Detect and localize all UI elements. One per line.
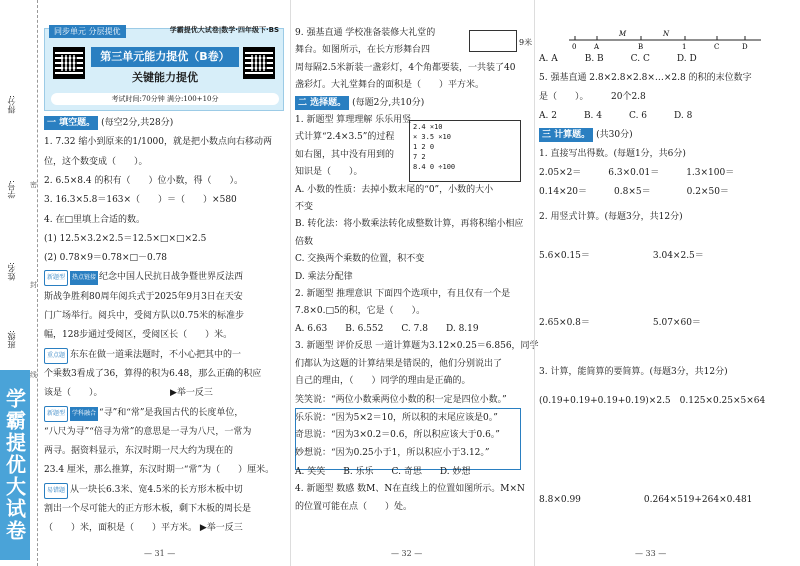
question-line xyxy=(295,270,353,284)
question-line xyxy=(539,316,701,330)
question-line xyxy=(539,493,752,507)
page-number: — 31 — xyxy=(144,549,176,558)
question-line xyxy=(295,183,493,197)
question-text: 8.8×0.99 0.264×519+264×0.481 xyxy=(539,495,753,505)
number-line-point-label: M xyxy=(619,30,627,38)
question-line xyxy=(295,113,411,127)
question-tag: 新题型 xyxy=(44,406,68,422)
class-field: 班级: xyxy=(7,330,16,349)
question-text: 5. 强基直通 2.8×2.8×2.8×…×2.8 的积的末位数字 xyxy=(539,73,752,83)
question-text: （ ）米，面积是（ ）平方米。 ▶举一反三 xyxy=(44,523,243,534)
question-line xyxy=(539,52,697,66)
question-line xyxy=(539,365,728,379)
question-text: 4. 新题型 数感 数M、N在直线上的位置如图所示。M×N xyxy=(295,484,525,495)
question-line xyxy=(295,322,479,336)
question-text: 舞台。如图所示，在长方形舞台四 xyxy=(295,45,431,56)
question-tag: 热点链接 xyxy=(70,271,98,285)
question-line xyxy=(295,357,502,371)
question-text: C. 交换两个乘数的位置，积不变 xyxy=(295,254,425,265)
question-line xyxy=(539,249,704,263)
question-line xyxy=(295,26,435,40)
question-line xyxy=(44,502,251,516)
question-line xyxy=(44,463,274,477)
question-text: 门广场举行。阅兵中，受阅方队以0.75米的标准步 xyxy=(44,311,245,321)
question-line xyxy=(44,155,148,169)
question-text: 7.8×0.□5的积，它是（ ）。 xyxy=(295,306,426,317)
question-line xyxy=(44,116,173,130)
exam-header xyxy=(44,28,284,111)
question-text: 倍数 xyxy=(295,236,314,247)
question-line xyxy=(295,165,363,179)
page-33 xyxy=(534,0,796,566)
exam-info: 考试时间:70分钟 满分:100+10分 xyxy=(51,93,279,105)
question-text: 东东在做一道乘法题时，不小心把其中的一 xyxy=(70,349,242,360)
page-number: — 33 — xyxy=(635,549,667,558)
question-line xyxy=(539,394,765,408)
question-line xyxy=(44,386,213,400)
stage-height-label: 9米 xyxy=(519,38,533,47)
question-text: 式计算“2.4×3.5”的过程 xyxy=(295,132,395,143)
page-number: — 32 — xyxy=(391,549,423,558)
question-text: (2) 0.78×9＝0.78×□－0.78 xyxy=(44,253,168,264)
question-line xyxy=(44,444,233,458)
number-line-label: A xyxy=(594,43,600,50)
question-text: 该是（ ）。 ▶举一反三 xyxy=(44,388,213,399)
question-line xyxy=(44,232,206,246)
question-text: (每题2分,共10分) xyxy=(352,97,425,108)
question-line xyxy=(295,235,313,249)
question-text: 个乘数3看成了36，算得的积为6.48，那么正确的积应 xyxy=(44,368,262,379)
section-heading: 三 计算题。 xyxy=(539,128,593,142)
question-text: 3. 计算，能简算的要简算。(每题3分，共12分) xyxy=(539,367,728,377)
question-line xyxy=(295,339,539,353)
number-line-label: 0 xyxy=(572,43,577,50)
section-heading: 一 填空题。 xyxy=(44,116,98,130)
question-line xyxy=(44,367,261,381)
question-line xyxy=(295,96,424,110)
question-line xyxy=(295,428,500,442)
question-line xyxy=(44,290,243,304)
question-text: A. 小数的性质：去掉小数末尾的“0”，小数的大小 xyxy=(295,184,494,195)
question-line xyxy=(295,130,394,144)
question-text: 周每隔2.5米新装一盏彩灯，4个角都要装，一共装了40 xyxy=(295,62,516,73)
question-line xyxy=(295,374,471,388)
brand-banner: 学霸提优大试卷 xyxy=(0,370,30,560)
question-text: (1) 12.5×3.2×2.5＝12.5×□×□×2.5 xyxy=(44,233,207,244)
question-text: 两寻。据资料显示，东汉时期一尺大约为现在的 xyxy=(44,446,234,457)
question-line xyxy=(295,446,490,460)
question-line xyxy=(295,217,523,231)
number-line-label: D xyxy=(742,43,748,50)
page-31 xyxy=(44,0,284,566)
question-line xyxy=(44,135,272,149)
question-line xyxy=(44,483,243,499)
question-text: 割出一个尽可能大的正方形木板，剩下木板的周长是 xyxy=(44,504,252,514)
question-text: 位，这个数变成（ ）。 xyxy=(44,156,148,167)
question-text: 2. 6.5×8.4 的积有（ ）位小数，得（ ）。 xyxy=(44,175,243,186)
question-line xyxy=(539,128,633,142)
unit-tag: 同步单元 分层提优 xyxy=(49,25,126,38)
question-line xyxy=(539,90,646,104)
question-text: A. A B. B C. C D. D xyxy=(539,54,697,64)
question-line xyxy=(295,465,470,479)
calc-row: 1 2 0 xyxy=(413,143,435,151)
question-line xyxy=(44,348,241,364)
question-text: (每空2分,共28分) xyxy=(101,118,174,128)
question-line xyxy=(44,270,243,286)
calc-row: 8.4 0 ÷100 xyxy=(413,163,456,171)
question-text: 2.05×2＝ 6.3×0.01＝ 1.3×100＝ xyxy=(539,168,735,178)
question-text: 2. 用竖式计算。(每题3分，共12分) xyxy=(539,212,683,222)
question-text: 9. 强基直通 学校准备装修大礼堂的 xyxy=(295,28,436,38)
page-32 xyxy=(290,0,539,566)
question-text: 2.65×0.8＝ 5.07×60＝ xyxy=(539,318,701,328)
question-text: 如右图，其中没有用到的 xyxy=(295,149,395,160)
question-text: 0.14×20＝ 0.8×5＝ 0.2×50＝ xyxy=(539,187,729,197)
qr-code-icon[interactable] xyxy=(243,47,275,79)
question-line xyxy=(44,251,167,265)
student-info-strip xyxy=(0,0,38,566)
name-field: 姓名: xyxy=(7,262,16,281)
seal-mark: 密 xyxy=(30,181,37,189)
question-text: 是（ ）。 20个2.8 xyxy=(539,92,646,102)
question-text: 奇思说：“因为3×0.2＝0.6，所以积应该大于0.6。” xyxy=(295,430,500,441)
question-tag: 新题型 xyxy=(44,270,68,286)
question-line xyxy=(295,482,525,496)
book-title: 学霸提优大试卷|数学·四年级下·BS xyxy=(169,26,279,34)
question-line xyxy=(295,287,510,301)
question-line xyxy=(44,193,237,207)
question-line xyxy=(44,174,243,188)
question-line xyxy=(295,78,484,92)
exam-subtitle: 关键能力提优 xyxy=(132,71,198,84)
calc-row: 7 2 xyxy=(413,153,426,161)
question-text: 乐乐说：“因为5×2＝10，所以积的末尾应该是0。” xyxy=(295,412,498,423)
question-line xyxy=(295,500,412,514)
question-text: 从一块长6.3米、宽4.5米的长方形木板中切 xyxy=(70,484,243,495)
vertical-calc-figure xyxy=(409,120,521,182)
question-text: B. 转化法：将小数乘法转化成整数计算，再将积缩小相应 xyxy=(295,219,524,230)
question-text: 斯战争胜利80周年阅兵式于2025年9月3日在天安 xyxy=(44,291,243,302)
question-line xyxy=(295,148,394,162)
question-text: D. 乘法分配律 xyxy=(295,271,353,282)
question-text: 知识是（ ）。 xyxy=(295,167,363,178)
question-line xyxy=(44,406,243,422)
question-text: (0.19+0.19+0.19+0.19)×2.5 0.125×0.25×5×64 xyxy=(539,396,766,406)
question-text: 妙想说：“因为0.25小于1，所以积应小于3.12。” xyxy=(295,447,490,458)
question-text: 4. 在□里填上合适的数。 xyxy=(44,214,145,225)
question-text: 3. 新题型 评价反思 一道计算题为3.12×0.25＝6.856，同学 xyxy=(295,341,539,352)
question-line xyxy=(539,210,683,224)
question-text: A. 笑笑 B. 乐乐 C. 奇思 D. 妙想 xyxy=(295,467,471,477)
question-line xyxy=(539,185,729,199)
question-text: (共30分) xyxy=(596,130,633,140)
question-line xyxy=(295,200,313,214)
number-line-point-label: N xyxy=(663,30,670,38)
question-text: 笑笑说：“两位小数乘两位小数的积一定是四位小数。” xyxy=(295,395,507,406)
question-text: A. 6.63 B. 6.552 C. 7.8 D. 8.19 xyxy=(295,323,479,334)
question-line xyxy=(44,309,244,323)
question-text: A. 2 B. 4 C. 6 D. 8 xyxy=(539,111,693,121)
question-line xyxy=(44,213,145,227)
question-line xyxy=(44,521,243,535)
question-text: “寻”和“常”是我国古代的长度单位， xyxy=(99,407,244,418)
question-text: 幅，128步通过受阅区，受阅区长（ ）米。 xyxy=(44,330,233,341)
question-line xyxy=(539,109,692,123)
question-text: 3. 16.3×5.8＝163×（ ）＝（ ）×580 xyxy=(44,195,237,206)
question-text: “八尺为寻”“倍寻为常”的意思是一寻为八尺，一常为 xyxy=(44,426,252,437)
number-line-figure xyxy=(565,28,765,50)
calc-row: × 3.5 ×10 xyxy=(413,133,451,141)
stage-diagram xyxy=(469,30,517,52)
question-text: 1. 7.32 缩小到原来的1/1000，就是把小数点向右移动两 xyxy=(44,137,273,148)
question-line xyxy=(295,61,516,75)
seal-mark: 线 xyxy=(30,371,37,379)
question-text: 纪念中国人民抗日战争暨世界反法西 xyxy=(99,272,244,283)
question-line xyxy=(44,328,232,342)
number-line-label: 1 xyxy=(682,43,687,50)
student-number-field: 学号: xyxy=(7,180,16,199)
question-tag: 重点题 xyxy=(44,348,68,364)
question-line xyxy=(539,147,686,161)
question-text: 1. 直接写出得数。(每题1分，共6分) xyxy=(539,149,686,159)
seal-mark: 封 xyxy=(30,281,37,289)
question-line xyxy=(295,393,507,407)
question-text: 2. 新题型 推理意识 下面四个选项中，有且仅有一个是 xyxy=(295,289,511,299)
question-line xyxy=(539,71,752,85)
question-text: 23.4 厘米，那么推算，东汉时期一“常”为（ ）厘米。 xyxy=(44,465,275,476)
question-line xyxy=(295,304,425,318)
question-text: 的位置可能在点（ ）处。 xyxy=(295,501,413,512)
question-text: 们都认为这题的计算结果是错误的，他们分别说出了 xyxy=(295,358,503,369)
calc-row: 2.4 ×10 xyxy=(413,123,443,131)
question-line xyxy=(295,252,424,266)
question-line xyxy=(295,411,498,425)
score-field: 得分: xyxy=(7,95,16,114)
question-text: 不变 xyxy=(295,202,314,212)
number-line-label: C xyxy=(714,43,720,50)
question-line xyxy=(295,43,430,57)
question-text: 盏彩灯。大礼堂舞台的面积是（ ）平方米。 xyxy=(295,80,485,91)
question-text: 1. 新题型 算理理解 乐乐用竖 xyxy=(295,115,412,125)
question-text: 5.6×0.15＝ 3.04×2.5＝ xyxy=(539,251,704,261)
qr-code-icon[interactable] xyxy=(53,47,85,79)
section-heading: 二 选择题。 xyxy=(295,96,349,110)
question-text: 自己的理由，（ ）同学的理由是正确的。 xyxy=(295,376,471,386)
number-line-label: B xyxy=(638,43,644,50)
question-tag: 易错题 xyxy=(44,483,68,499)
question-line xyxy=(539,166,734,180)
question-line xyxy=(44,425,251,439)
exam-title: 第三单元能力提优（B卷） xyxy=(91,47,239,67)
question-tag: 学科融合 xyxy=(70,407,98,421)
